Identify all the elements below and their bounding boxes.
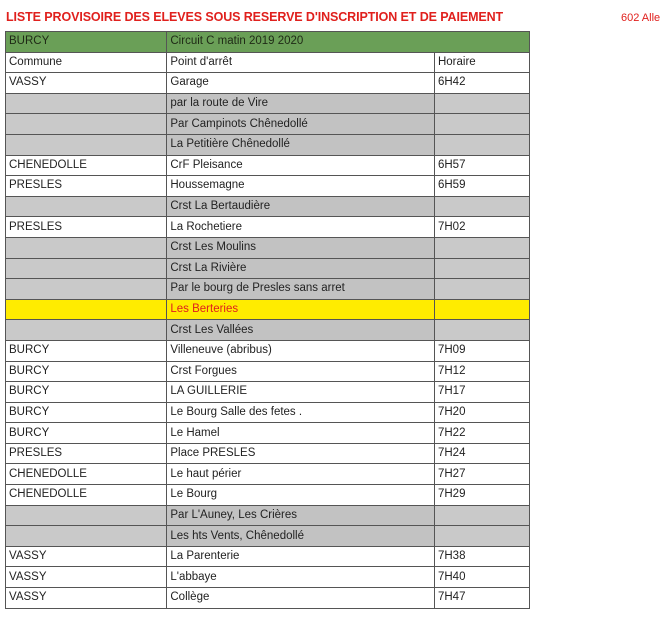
stop-cell: Le Bourg Salle des fetes . bbox=[167, 402, 435, 423]
commune-cell: PRESLES bbox=[6, 443, 167, 464]
stop-cell: Les Berteries bbox=[167, 299, 435, 320]
time-cell: 7H47 bbox=[434, 588, 529, 609]
table-row bbox=[6, 443, 530, 464]
stop-cell: La Petitière Chênedollé bbox=[167, 134, 435, 155]
table-row bbox=[6, 299, 530, 320]
time-cell: 7H17 bbox=[434, 382, 529, 403]
time-cell: 7H40 bbox=[434, 567, 529, 588]
stop-cell: Crst Les Vallées bbox=[167, 320, 435, 341]
table-row bbox=[6, 196, 530, 217]
table-row bbox=[6, 526, 530, 547]
stop-cell: CrF Pleisance bbox=[167, 155, 435, 176]
time-cell bbox=[434, 299, 529, 320]
commune-cell bbox=[6, 505, 167, 526]
time-cell: 6H57 bbox=[434, 155, 529, 176]
table-row bbox=[6, 279, 530, 300]
commune-cell bbox=[6, 196, 167, 217]
time-cell bbox=[434, 237, 529, 258]
time-cell: 6H42 bbox=[434, 73, 529, 94]
column-header-row bbox=[6, 52, 530, 73]
time-cell bbox=[434, 320, 529, 341]
commune-cell bbox=[6, 258, 167, 279]
commune-cell: VASSY bbox=[6, 73, 167, 94]
header-left-cell: BURCY bbox=[6, 32, 167, 53]
column-header-stop: Point d'arrêt bbox=[167, 52, 435, 73]
time-cell bbox=[434, 93, 529, 114]
header-circuit-cell: Circuit C matin 2019 2020 bbox=[167, 32, 530, 53]
table-row bbox=[6, 258, 530, 279]
commune-cell: CHENEDOLLE bbox=[6, 464, 167, 485]
table-row bbox=[6, 114, 530, 135]
stop-cell: Crst Forgues bbox=[167, 361, 435, 382]
stop-cell: Par L'Auney, Les Crières bbox=[167, 505, 435, 526]
time-cell bbox=[434, 526, 529, 547]
table-row bbox=[6, 176, 530, 197]
stop-cell: Collège bbox=[167, 588, 435, 609]
commune-cell bbox=[6, 320, 167, 341]
stop-cell: Houssemagne bbox=[167, 176, 435, 197]
stop-cell: La Rochetiere bbox=[167, 217, 435, 238]
commune-cell: BURCY bbox=[6, 423, 167, 444]
schedule-table bbox=[5, 31, 530, 609]
stop-cell: Le Bourg bbox=[167, 485, 435, 506]
table-row bbox=[6, 423, 530, 444]
commune-cell: BURCY bbox=[6, 340, 167, 361]
stop-cell: L'abbaye bbox=[167, 567, 435, 588]
stop-cell: Le Hamel bbox=[167, 423, 435, 444]
time-cell: 7H12 bbox=[434, 361, 529, 382]
stop-cell: Par le bourg de Presles sans arret bbox=[167, 279, 435, 300]
stop-cell: Place PRESLES bbox=[167, 443, 435, 464]
commune-cell bbox=[6, 526, 167, 547]
table-row bbox=[6, 485, 530, 506]
table-row bbox=[6, 320, 530, 341]
document-title: LISTE PROVISOIRE DES ELEVES SOUS RESERVE D'INSCRIPTION ET DE PAIEMENT bbox=[6, 10, 504, 24]
table-row bbox=[6, 546, 530, 567]
stop-cell: Les hts Vents, Chênedollé bbox=[167, 526, 435, 547]
commune-cell: CHENEDOLLE bbox=[6, 155, 167, 176]
time-cell bbox=[434, 134, 529, 155]
time-cell: 7H02 bbox=[434, 217, 529, 238]
stop-cell: Villeneuve (abribus) bbox=[167, 340, 435, 361]
time-cell bbox=[434, 114, 529, 135]
table-row bbox=[6, 340, 530, 361]
time-cell: 7H29 bbox=[434, 485, 529, 506]
commune-cell: PRESLES bbox=[6, 217, 167, 238]
table-row bbox=[6, 73, 530, 94]
time-cell bbox=[434, 505, 529, 526]
time-cell bbox=[434, 258, 529, 279]
time-cell bbox=[434, 279, 529, 300]
commune-cell bbox=[6, 134, 167, 155]
commune-cell bbox=[6, 237, 167, 258]
commune-cell: PRESLES bbox=[6, 176, 167, 197]
stop-cell: Crst La Bertaudière bbox=[167, 196, 435, 217]
commune-cell bbox=[6, 279, 167, 300]
stop-cell: Le haut périer bbox=[167, 464, 435, 485]
time-cell: 7H09 bbox=[434, 340, 529, 361]
commune-cell bbox=[6, 114, 167, 135]
commune-cell: BURCY bbox=[6, 402, 167, 423]
stop-cell: Garage bbox=[167, 73, 435, 94]
commune-cell: BURCY bbox=[6, 361, 167, 382]
table-row bbox=[6, 134, 530, 155]
commune-cell: BURCY bbox=[6, 382, 167, 403]
commune-cell: VASSY bbox=[6, 588, 167, 609]
stop-cell: LA GUILLERIE bbox=[167, 382, 435, 403]
table-row bbox=[6, 567, 530, 588]
time-cell bbox=[434, 196, 529, 217]
stop-cell: par la route de Vire bbox=[167, 93, 435, 114]
table-row bbox=[6, 217, 530, 238]
commune-cell bbox=[6, 299, 167, 320]
table-row bbox=[6, 93, 530, 114]
time-cell: 7H24 bbox=[434, 443, 529, 464]
stop-cell: Crst La Rivière bbox=[167, 258, 435, 279]
table-row bbox=[6, 382, 530, 403]
commune-cell: VASSY bbox=[6, 546, 167, 567]
time-cell: 7H22 bbox=[434, 423, 529, 444]
time-cell: 7H38 bbox=[434, 546, 529, 567]
table-row bbox=[6, 361, 530, 382]
table-row bbox=[6, 464, 530, 485]
column-header-time: Horaire bbox=[434, 52, 529, 73]
stop-cell: Crst Les Moulins bbox=[167, 237, 435, 258]
stop-cell: Par Campinots Chênedollé bbox=[167, 114, 435, 135]
commune-cell: VASSY bbox=[6, 567, 167, 588]
table-row bbox=[6, 588, 530, 609]
table-row bbox=[6, 402, 530, 423]
time-cell: 7H20 bbox=[434, 402, 529, 423]
table-row bbox=[6, 155, 530, 176]
time-cell: 6H59 bbox=[434, 176, 529, 197]
table-row bbox=[6, 237, 530, 258]
table-header-row bbox=[6, 32, 530, 53]
table-row bbox=[6, 505, 530, 526]
stop-cell: La Parenterie bbox=[167, 546, 435, 567]
commune-cell bbox=[6, 93, 167, 114]
time-cell: 7H27 bbox=[434, 464, 529, 485]
commune-cell: CHENEDOLLE bbox=[6, 485, 167, 506]
column-header-commune: Commune bbox=[6, 52, 167, 73]
document-right-text: 602 Alle bbox=[621, 12, 661, 24]
